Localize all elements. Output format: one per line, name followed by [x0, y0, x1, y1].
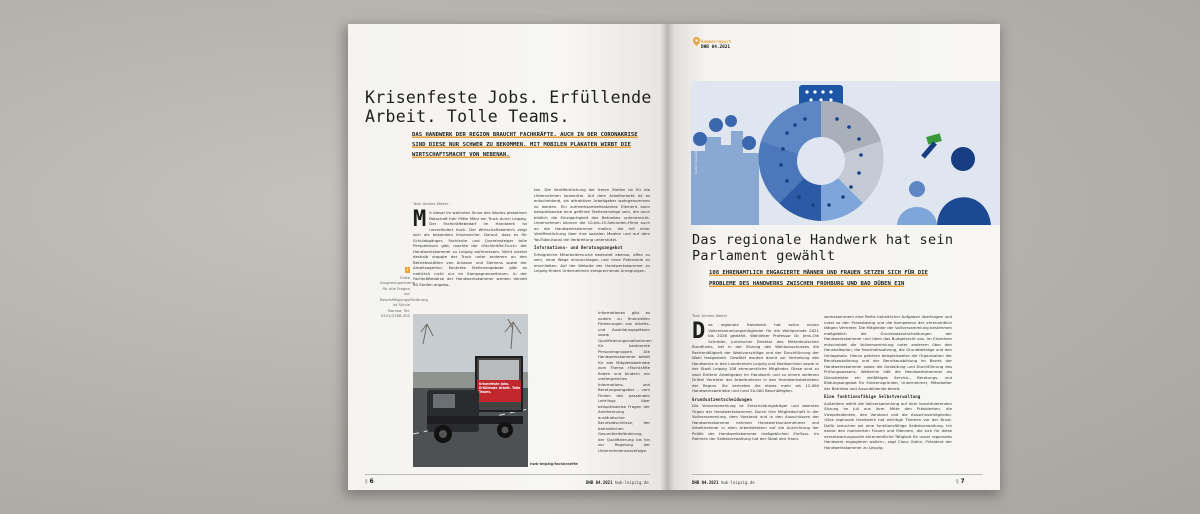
magazine-gutter — [660, 24, 674, 490]
right-dropcap: D — [692, 319, 706, 344]
left-footer-url: hwk-leipzig.de — [614, 480, 649, 485]
location-pin-icon — [693, 37, 700, 46]
left-byline: Text: Andrea Wolter , — [413, 202, 451, 206]
right-col2-text: werkskammern eine Reihe hoheitlicher Aufgaben übertragen und nutzt so den Praxisbezug und die Kompetenz der ehrenamtlich tätigen Vertreter. Die Mitglieder der Vollversammlung bestimmen maßgeblich die Grundsatzentscheidungen der Handwerkskammer und üben das Budgetrecht aus. Im Einzelnen entscheidet die Vollversammlung unter anderem über den Haushaltsplan, die Haushaltssatzung, die Grundbeiträge und den Umlagesatz. Hierzu gehören beispielsweise die Organisation der Berufsausbildung und der Berufsausbildung im Bezirk der Handwerkskammer sowie die Gestaltung und Durchführung des Prüfungswesens. Weiterhin hält die Handwerkskammer als Dienstleister ein vielfältiges Service-, Beratungs- und Bildungsangebot für Existenzgründer, Unternehmer, Mitarbeiter der Betriebe und Auszubildende bereit. — [824, 314, 952, 391]
truck-photo — [413, 314, 528, 467]
contact-aside — [380, 267, 428, 319]
page-number-marker-icon: § — [365, 479, 368, 485]
right-col2 — [824, 314, 952, 450]
header-issue: DHB 04.2021 — [701, 45, 731, 50]
left-subhead-text: DAS HANDWERK DER REGION BRAUCHT FACHKRÄFTE. AUCH IN DER CORONAKRISE SIND DIESE NUR SCHWER ZU BEKOMMEN. MIT MOBILEN PLAKATEN WIRBT DIE WIRTSCHAFTSMACHT VON NEBENAN. — [412, 132, 638, 158]
left-page-number-value: 6 — [369, 478, 374, 485]
left-heading2: Informations- und Beratungsangebot — [534, 245, 623, 250]
right-subhead-text: 108 EHRENAMTLICH ENGAGIERTE MÄNNER UND FRAUEN SETZEN SICH FÜR DIE PROBLEME DES HANDWERKS ZWISCHEN FROHBURG UND BAD DÜBEN EIN — [709, 270, 928, 287]
left-footer-issue: DHB 04.2021 — [586, 480, 613, 485]
info-icon: i — [406, 267, 408, 272]
right-col1-text: as regionale Handwerk hat seine neuen Vollversammlungsmitglieder für die Wahlperiode 2021 bis 2026 gewählt. Wahlleiter Professor Dr. Jens-Ole Schröder, Juristischer Direktor des Mitteldeutschen Rundfunks, hat in der Sitzung des Wahlausschusses die Rechtmäßigkeit der Wahlvorschläge und der Durchführung der Wahl festgestellt. Gewählt wurden damit zur Vertretung des Handwerks in den Landkreisen Leipzig und Nordsachsen sowie in der Stadt Leipzig 108 ehrenamtliche Mitglieder. Diese sind zu zwei Dritteln Arbeitgeber im Handwerk und zu einem weiteren Drittel Vertreter der Arbeitnehmer in den Handwerksbetrieben der Region. Sie vertreten die etwas mehr als 12.000 Handwerksbetriebe und rund 50.000 Beschäftigten. — [692, 322, 819, 393]
right-page-number — [956, 478, 965, 485]
left-subhead — [412, 130, 642, 160]
right-col2b-text: Außerdem wählt die Vollversammlung auf ihrer konstituierenden Sitzung im Juli aus ihrer Mitte den Präsidenten, die Vizepräsidenten, den Vorstand und die Ausschussmitglieder. »Das regionale Handwerk hat wichtige Themen vor der Brust. Dafür brauchen wir eine funktionsfähige Selbstverwaltung. Ich danke den motivierten Frauen und Männern, die sich für diese verantwortungsvolle ehrenamtliche Tätigkeit für unser regionales Handwerk engagieren wollen«, sagt Claus Gröhn, Präsident der Handwerkskammer zu Leipzig. — [824, 400, 952, 450]
right-heading2: Eine funktionsfähige Selbstverwaltung — [824, 394, 921, 399]
left-col2b-text: Erfolgreiche Mitarbeitersuche bedeutet ebenso, offen zu sein, neue Wege einzuschlagen und neue Potenziale zu erschließen. Auf der Website der Handwerkskammer zu Leipzig finden Unternehmen entsprechende Anregungen. — [534, 251, 650, 273]
photo-caption: hwk-leipzig/fachkraefte — [530, 462, 578, 466]
left-col1-text: it dieser im wahrsten Sinne des Wortes plakativen Botschaft fuhr Mitte März ein Truck durch Leipzig. Der Fachkräftebedarf im Handwerk ist unverändert hoch. Der Wirtschaftsbereich zeigt sich als besonders krisensicher. Darauf, dass es für Schulabgänger, Fachleute und Quereinsteiger tolle Perspektiven gibt, machte der »Fachkräfte-Truck« der Handwerkskammer zu Leipzig aufmerksam. Nicht zuletzt deshalb stoppte der Truck unter anderem an den Betriebsstätten von Amazon und Siemens sowie der Arbeitsagentur. Konkrete Stellenangebote gibt es natürlich nicht nur im Kampagnenzeitraum. In der Fachkräftebörse der Handwerkskammer werden derzeit 80 Stellen angebo- — [413, 210, 527, 287]
left-page-number — [365, 478, 374, 485]
right-col1 — [692, 319, 819, 442]
right-footer — [692, 480, 755, 485]
contact-aside-text: Erste Ansprechpartnerin für alle Fragen zur Beschäftigungsförderung ist Sylvia Barnsa, Tel. 0341/2188-302 — [380, 274, 428, 318]
page-number-marker-icon: § — [956, 479, 959, 485]
right-headline: Das regionale Handwerk hat sein Parlament gewählt — [692, 232, 954, 264]
right-footer-rule — [692, 474, 982, 475]
parliament-illustration — [691, 81, 1000, 225]
left-col2 — [534, 187, 650, 274]
right-footer-issue: DHB 04.2021 — [692, 480, 719, 485]
section-kicker: Kammerreport — [701, 39, 732, 44]
right-heading1: Grundsatzentscheidungen — [692, 396, 752, 402]
left-col2-text: ten. Die Veröffentlichung der freien Stellen ist für die Unternehmen kostenfrei. Auf dem Arbeitsmarkt ist es entscheidend, als attraktiver Arbeitgeber wahrgenommen zu werden. Ein aufmerksamkeitsstarkes Element kann beispielsweise eine gefilmte Stellenanzeige sein, die auch bildlich die Einzigartigkeit des Betriebes unterstreicht. Unternehmen können die 10-bis-15-Sekunden-Filme auch an die Handwerkskammer mailen, die mit einer Veröffentlichung über ihre sozialen Medien und auf dem YouTube-Kanal die Verbreitung unterstützt. — [534, 187, 650, 242]
right-subhead — [709, 268, 939, 290]
left-col3: Informationen gibt es zudem zu finanziellen Förderungen von Arbeits- und Ausbildungsplätzen sowie Qualifizierungsmaßnahmen für bestimmte Personengruppen. Die Handwerkskammer bietet für alle Mitgliedsbetriebe zum Thema »Fachkräfte finden und binden« ein umfangreiches Informations- und Beratungsangebot – vom Finden des passenden Lehrlings über beispielsweise Fragen der Anerkennung ausländischer Berufsabschlüsse, der betrieblichen Gesundheitsförderung, der Qualifizierung bis hin zur Regelung der Unternehmensnachfolge. — [598, 310, 652, 453]
left-headline: Krisenfeste Jobs. Erfüllende Arbeit. Tolle Teams. — [365, 88, 652, 126]
left-page — [348, 24, 667, 490]
illustration-credit: Grafik: fotolia/Wolter — [694, 144, 698, 174]
right-byline: Text: Andrea Wolter — [692, 314, 728, 318]
parliament-illustration-art — [691, 81, 1000, 225]
right-page-number-value: 7 — [960, 478, 965, 485]
left-col1 — [413, 207, 527, 287]
right-page — [667, 24, 1000, 490]
left-dropcap: M — [413, 207, 427, 232]
truck-banner-text: Krisenfeste Jobs. Erfüllende Arbeit. Tolle Teams. — [479, 382, 521, 394]
left-footer-rule — [365, 474, 650, 475]
right-col1b-text: Die Vollversammlung ist Entscheidungsträger und oberstes Organ der Handwerkskammer. Durch ihre Mitgliedschaft in der Vollversammlung, dem Vorstand und in den Ausschüssen der Handwerkskammer nehmen Handwerksunternehmer und Arbeitnehmer in allen Arbeitsfeldern auf die Ausrichtung der Politik der Handwerkskammer maßgeblichen Einfluss. Im Rahmen der Selbstverwaltung hat der Staat den Hand- — [692, 403, 819, 441]
right-footer-url: hwk-leipzig.de — [720, 480, 755, 485]
left-footer — [586, 480, 649, 485]
